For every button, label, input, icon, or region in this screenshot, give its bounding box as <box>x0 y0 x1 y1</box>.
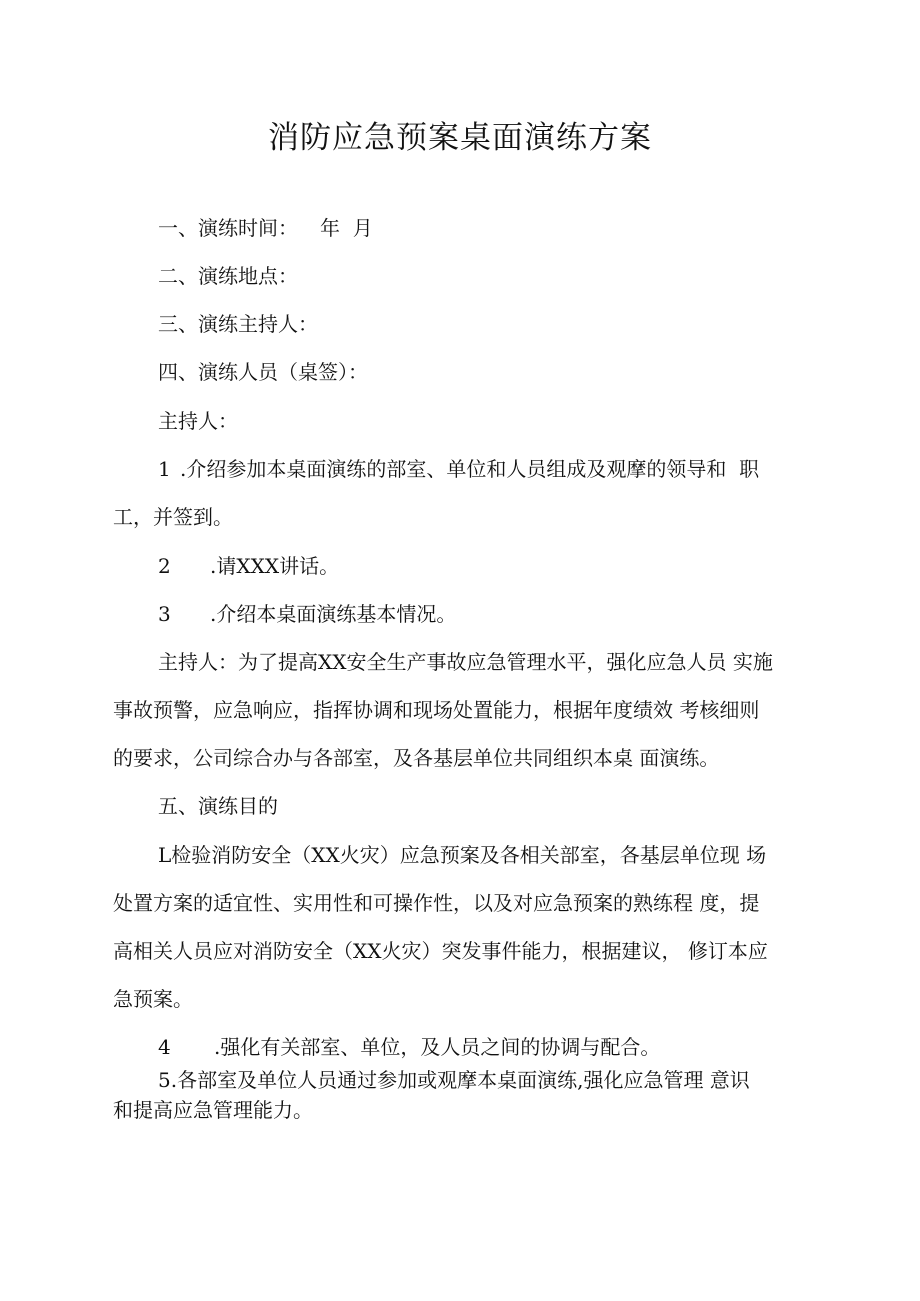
item-4-text: .强化有关部室、单位，及人员之间的协调与配合。 <box>214 1035 661 1059</box>
drill-time-line <box>158 218 373 238</box>
item-2-number: 2 <box>158 554 171 578</box>
host-paragraph-line-1: 主持人：为了提高XX安全生产事故应急管理水平，强化应急人员 实施 <box>158 650 773 674</box>
host-paragraph-line-2: 事故预警，应急响应，指挥协调和现场处置能力，根据年度绩效 考核细则 <box>113 698 760 722</box>
purpose-line-4: 急预案。 <box>113 987 193 1011</box>
drill-time-label: 一、演练时间： <box>158 216 298 240</box>
item-1-text: .介绍参加本桌面演练的部室、单位和人员组成及观摩的领导和 职 <box>180 457 760 481</box>
purpose-line-3: 高相关人员应对消防安全（XX火灾）突发事件能力，根据建议， 修订本应 <box>113 939 768 963</box>
item-4-number: 4 <box>158 1035 171 1059</box>
item-1-line <box>158 459 759 479</box>
purpose-line-1: L检验消防安全（XX火灾）应急预案及各相关部室，各基层单位现 场 <box>158 843 767 867</box>
host-label-line: 主持人： <box>158 409 238 433</box>
host-paragraph-line-3: 的要求，公司综合办与各部室，及各基层单位共同组织本桌 面演练。 <box>113 746 720 770</box>
item-2-line <box>158 556 339 576</box>
item-3-number: 3 <box>158 602 171 626</box>
purpose-line-2: 处置方案的适宜性、实用性和可操作性，以及对应急预案的熟练程 度，提 <box>113 891 760 915</box>
section-5-heading: 五、演练目的 <box>158 794 278 818</box>
item-3-line <box>158 604 456 624</box>
item-1-number: 1 <box>158 457 171 481</box>
item-5-line-1: 5.各部室及单位人员通过参加或观摩本桌面演练,强化应急管理 意识 <box>158 1068 750 1092</box>
drill-host-line: 三、演练主持人： <box>158 312 318 336</box>
item-5-line-2: 和提高应急管理能力。 <box>113 1098 313 1122</box>
document-title: 消防应急预案桌面演练方案 <box>268 120 652 156</box>
item-4-line <box>158 1037 660 1057</box>
drill-time-value: 年 月 <box>320 216 373 240</box>
item-2-text: .请XXX讲话。 <box>210 554 340 578</box>
item-1-continuation: 工，并签到。 <box>113 505 233 529</box>
drill-place-line: 二、演练地点： <box>158 264 298 288</box>
item-3-text: .介绍本桌面演练基本情况。 <box>210 602 457 626</box>
drill-staff-line: 四、演练人员（桌签）： <box>158 360 368 384</box>
